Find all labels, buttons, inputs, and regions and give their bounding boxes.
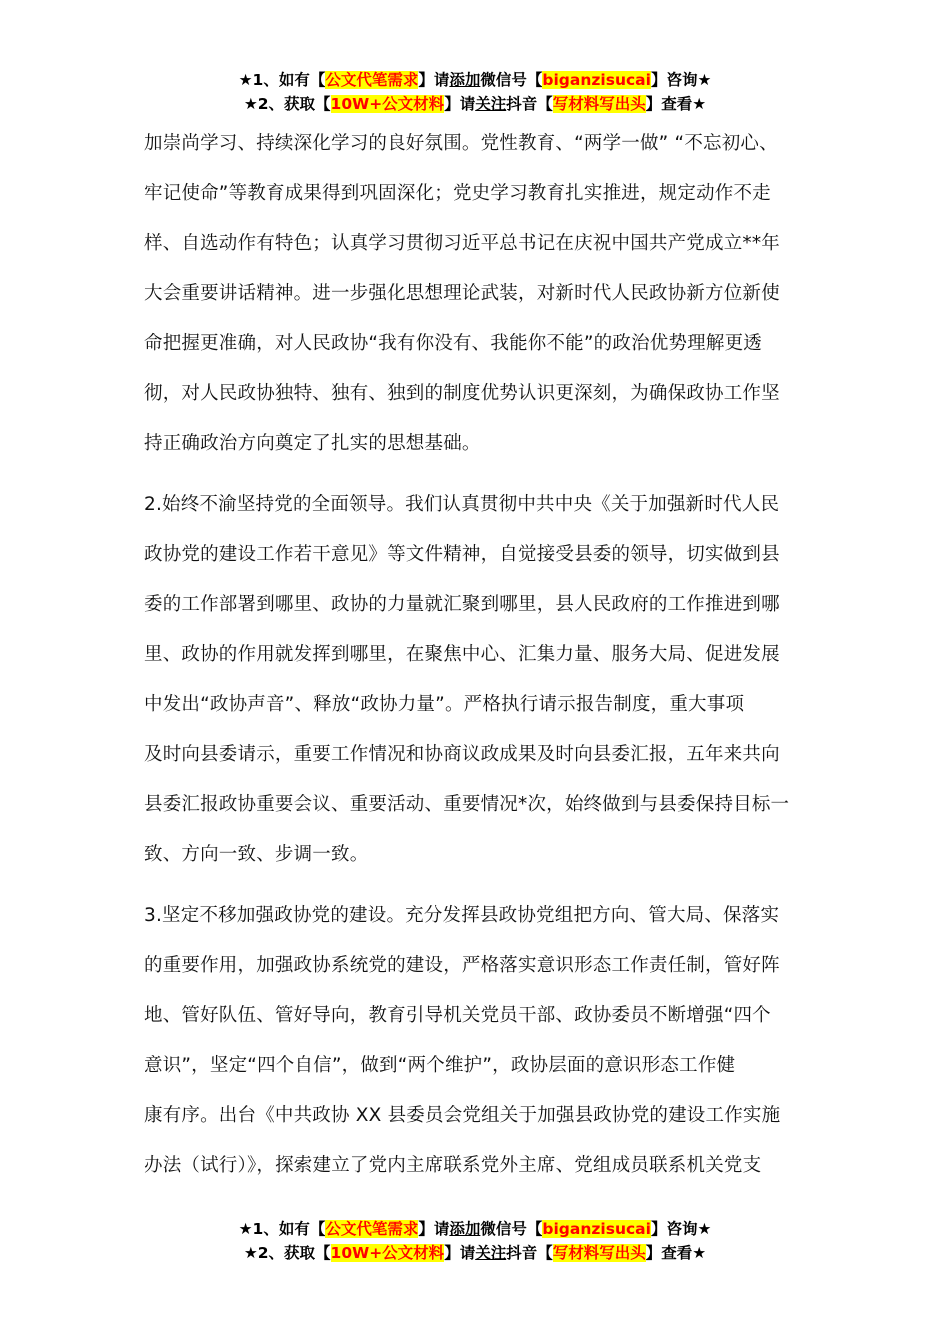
douyin-account: 写材料写出头 [552, 1244, 646, 1262]
header-line-2: ★2、获取【10W+公文材料】请关注抖音【写材料写出头】查看★ [243, 95, 707, 113]
wechat-id: biganzisucai [542, 71, 651, 89]
underlined-text: 关注 [475, 1244, 507, 1262]
footer-line-2: ★2、获取【10W+公文材料】请关注抖音【写材料写出头】查看★ [243, 1244, 707, 1262]
underlined-text: 添加 [449, 1220, 481, 1238]
document-body [144, 119, 809, 1191]
paragraph-2: 2.始终不渝坚持党的全面领导。我们认真贯彻中共中央《关于加强新时代人民 政协党的建设工作若干意见》等文件精神，自觉接受县委的领导，切实做到县 委的工作部署到哪里、政协的力量就汇聚到哪里，县人民政府的工作推进到哪 里、政协的作用就发挥到哪里，在聚焦中心、汇集力量、服务大局、促进发展 中发出“政协声音”、释放“政协力量”。严格执行请示报告制度，重大事项 及时向县委请示，重要工作情况和协商议政成果及时向县委汇报，五年来共向 县委汇报政协重要会议、重要活动、重要情况*次，始终做到与县委保持目标一 致、方向一致、步调一致。 [144, 494, 790, 865]
paragraph-1: 加崇尚学习、持续深化学习的良好氛围。党性教育、“两学一做” “不忘初心、 牢记使命”等教育成果得到巩固深化；党史学习教育扎实推进，规定动作不走 样、自选动作有特色；认真学习贯彻习近平总书记在庆祝中国共产党成立**年 大会重要讲话精神。进一步强化思想理论武装，对新时代人民政协新方位新使 命把握更准确，对人民政协“我有你没有、我能你不能”的政治优势理解更透 彻，对人民政协独特、独有、独到的制度优势认识更深刻，为确保政协工作坚 持正确政治方向奠定了扎实的思想基础。 [144, 133, 781, 454]
underlined-text: 关注 [475, 95, 507, 113]
douyin-account: 写材料写出头 [552, 95, 646, 113]
highlight-text: 10W+公文材料 [330, 95, 445, 113]
wechat-id: biganzisucai [542, 1220, 651, 1238]
footer-line-1: ★1、如有【公文代笔需求】请添加微信号【biganzisucai】咨询★ [238, 1220, 712, 1238]
header-banner [0, 68, 950, 116]
highlight-text: 公文代笔需求 [325, 1220, 419, 1238]
highlight-text: 10W+公文材料 [330, 1244, 445, 1262]
footer-banner [0, 1217, 950, 1265]
underlined-text: 添加 [449, 71, 481, 89]
header-line-1: ★1、如有【公文代笔需求】请添加微信号【biganzisucai】咨询★ [238, 71, 712, 89]
paragraph-3: 3.坚定不移加强政协党的建设。充分发挥县政协党组把方向、管大局、保落实 的重要作用，加强政协系统党的建设，严格落实意识形态工作责任制，管好阵 地、管好队伍、管好导向，教育引导机关党员干部、政协委员不断增强“四个 意识”，坚定“四个自信”，做到“两个维护”，政协层面的意识形态工作健 康有序。出台《中共政协 XX 县委员会党组关于加强县政协党的建设工作实施 办法（试行）》，探索建立了党内主席联系党外主席、党组成员联系机关党支 [144, 905, 781, 1176]
highlight-text: 公文代笔需求 [325, 71, 419, 89]
